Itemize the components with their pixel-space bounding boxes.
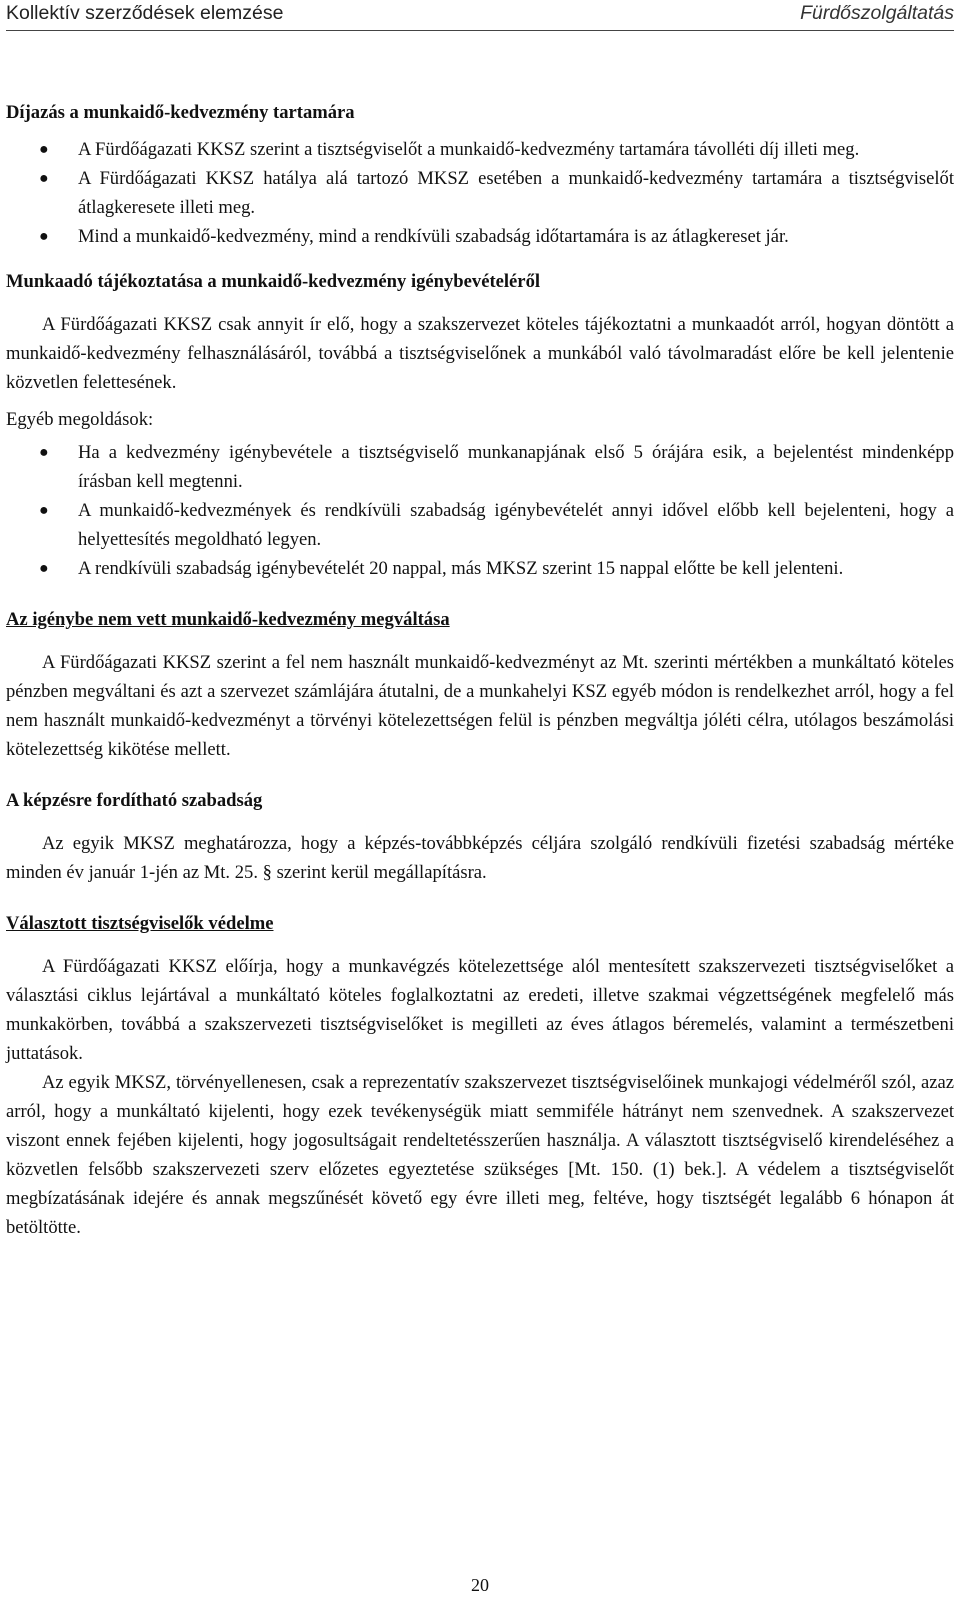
bullet-icon: ● [39, 170, 49, 187]
other-solutions-label: Egyéb megoldások: [6, 409, 154, 430]
dijazas-bullet-list [6, 135, 954, 251]
list-item: ● Mind a munkaidő-kedvezmény, mind a rendkívüli szabadság időtartamára is az átlagkereset jár. [6, 222, 954, 251]
kepzes-paragraph: Az egyik MKSZ meghatározza, hogy a képzés-továbbképzés céljára szolgáló rendkívüli fizetési szabadság mértéke minden év január 1-jén az Mt. 25. § szerint kerül megállapításra. [6, 833, 954, 883]
bullet-icon: ● [39, 444, 49, 461]
vedelem-paragraph-1: A Fürdőágazati KKSZ előírja, hogy a munkavégzés kötelezettsége alól mentesített szakszervezeti tisztségviselőket a választási ciklus lejártával a munkáltató köteles foglalkoztatni az eredeti, illetve szakmai végzettségének megfelelő más munkakörben, továbbá a szakszervezeti tisztségviselőket is megilleti az éves átlagos béremelés, valamint a természetbeni juttatások. [6, 956, 954, 1064]
page-number: 20 [471, 1575, 489, 1595]
heading-munkaado: Munkaadó tájékoztatása a munkaidő-kedvezmény igénybevételéről [6, 271, 541, 292]
bullet-icon: ● [39, 502, 49, 519]
list-item: ● A munkaidő-kedvezmények és rendkívüli szabadság igénybevételét annyi idővel előbb kell bejelenteni, hogy a helyettesítés megoldható legyen. [6, 496, 954, 554]
list-item: ● A rendkívüli szabadság igénybevételét 20 nappal, más MKSZ szerint 15 nappal előtte be kell jelenteni. [6, 554, 954, 583]
list-item: ● Ha a kedvezmény igénybevétele a tisztségviselő munkanapjának első 5 órájára esik, a bejelentést mindenképp írásban kell megtenni. [6, 438, 954, 496]
page-content [6, 98, 954, 1242]
bullet-icon: ● [39, 228, 49, 245]
heading-kepzes: A képzésre fordítható szabadság [6, 790, 263, 811]
munkaado-paragraph: A Fürdőágazati KKSZ csak annyit ír elő, hogy a szakszervezet köteles tájékoztatni a munkaadót arról, hogyan döntött a munkaidő-kedvezmény felhasználásáról, továbbá a tisztségviselőnek a munkából való távolmaradást előre be kell jelentenie közvetlen felettesének. [6, 314, 954, 393]
list-item: ● A Fürdőágazati KKSZ hatálya alá tartozó MKSZ esetében a munkaidő-kedvezmény tartamára a tisztségviselőt átlagkeresete illeti meg. [6, 164, 954, 222]
heading-megvaltas: Az igénybe nem vett munkaidő-kedvezmény megváltása [6, 609, 450, 630]
header-document-title: Kollektív szerződések elemzése [6, 2, 284, 24]
heading-vedelem: Választott tisztségviselők védelme [6, 913, 274, 934]
bullet-icon: ● [39, 560, 49, 577]
list-item: ● A Fürdőágazati KKSZ szerint a tisztségviselőt a munkaidő-kedvezmény tartamára távolléti díj illeti meg. [6, 135, 954, 164]
megvaltas-paragraph: A Fürdőágazati KKSZ szerint a fel nem használt munkaidő-kedvezményt az Mt. szerinti mértékben a munkáltató köteles pénzben megváltani és azt a szervezet számlájára átutalni, de a munkahelyi KSZ egyéb módon is rendelkezhet arról, hogy a fel nem használt munkaidő-kedvezményt a törvényi kötelezettségen felül is pénzben megváltja jóléti célra, utólagos beszámolási kötelezettség kikötése mellett. [6, 652, 954, 760]
munkaado-bullet-list [6, 438, 954, 583]
bullet-icon: ● [39, 141, 49, 158]
vedelem-paragraph-2: Az egyik MKSZ, törvényellenesen, csak a reprezentatív szakszervezet tisztségviselőinek munkajogi védelméről szól, azaz arról, hogy a munkáltató kijelenti, hogy ezek tevékenységük miatt semmiféle hátrányt nem szenvednek. A szakszervezet viszont ennek fejében kijelenti, hogy jogosultságait rendeltetésszerűen használja. A választott tisztségviselő kirendeléséhez a közvetlen felsőbb szakszervezeti szerv előzetes egyeztetése szükséges [Mt. 150. (1) bek.]. A védelem a tisztségviselőt megbízatásának idejére és annak megszűnését követő egy évre illeti meg, feltéve, hogy tisztségét legalább 6 hónapon át betöltötte. [6, 1072, 954, 1238]
header-section-title: Fürdőszolgáltatás [800, 2, 954, 24]
heading-dijazas: Díjazás a munkaidő-kedvezmény tartamára [6, 102, 355, 123]
running-header [6, 0, 954, 31]
